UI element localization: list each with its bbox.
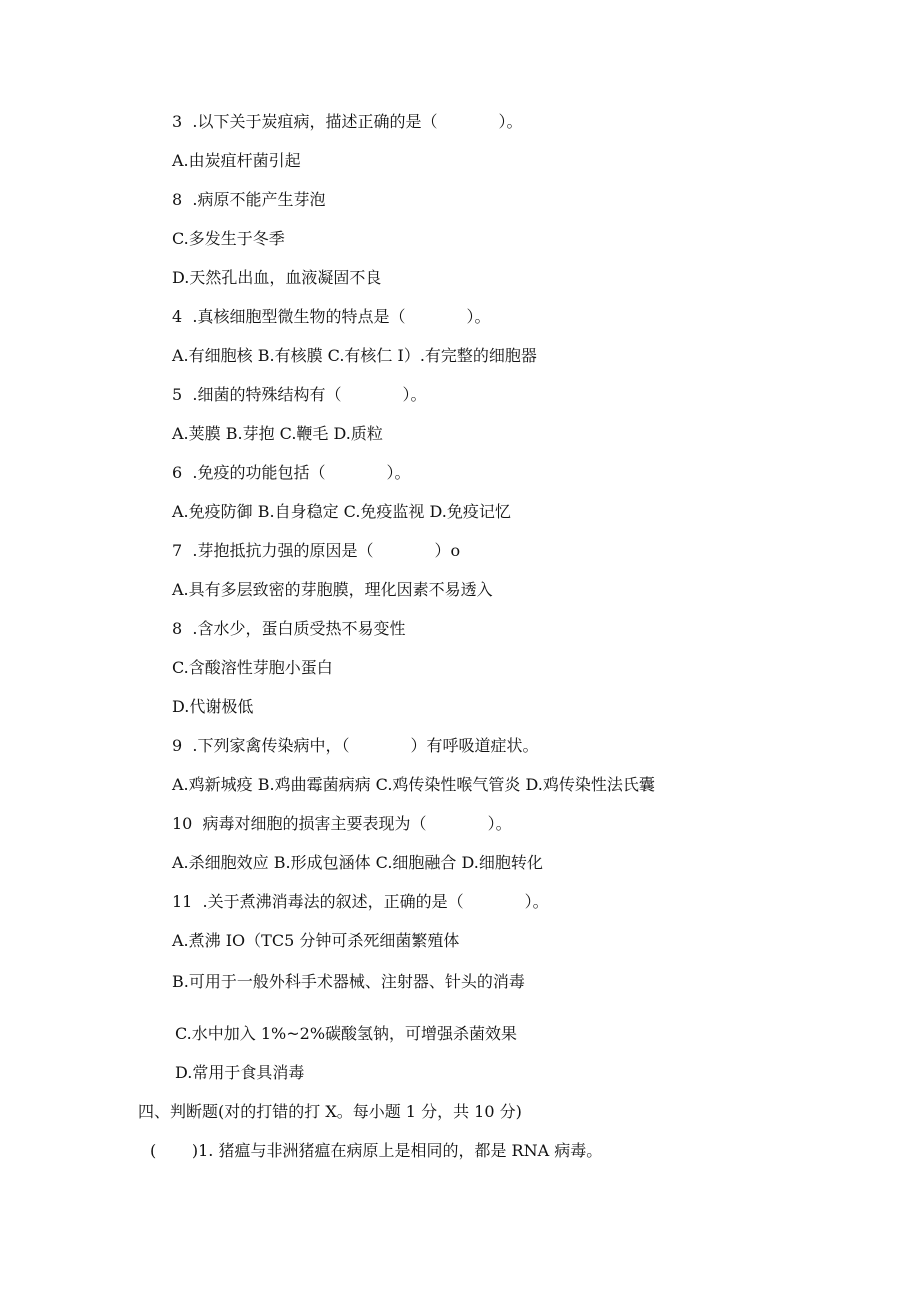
question-11-option-d: D.常用于食具消毒 <box>175 1063 305 1082</box>
question-3-option-c: C.多发生于冬季 <box>172 229 285 248</box>
question-3-option-b: 8 .病原不能产生芽泡 <box>172 190 326 209</box>
question-3: 3 .以下关于炭疽病，描述正确的是（ ）。 <box>172 112 523 131</box>
question-11-option-b: B.可用于一般外科手术器械、注射器、针头的消毒 <box>172 972 525 991</box>
question-5-options: A.荚膜 B.芽抱 C.鞭毛 D.质粒 <box>172 424 383 443</box>
question-11-option-c: C.水中加入 1%~2%碳酸氢钠，可增强杀菌效果 <box>175 1024 518 1043</box>
true-false-question-1: ( )1. 猪瘟与非洲猪瘟在病原上是相同的，都是 RNA 病毒。 <box>150 1141 603 1160</box>
question-7-option-a: A.具有多层致密的芽胞膜，理化因素不易透入 <box>172 580 493 599</box>
question-4-options: A.有细胞核 B.有核膜 C.有核仁 I）.有完整的细胞器 <box>172 346 537 365</box>
question-11: 11 .关于煮沸消毒法的叙述，正确的是（ ）。 <box>172 892 549 911</box>
question-7: 7 .芽抱抵抗力强的原因是（ ）o <box>172 541 461 560</box>
question-7-option-c: C.含酸溶性芽胞小蛋白 <box>172 658 333 677</box>
question-11-option-a: A.煮沸 IO（TC5 分钟可杀死细菌繁殖体 <box>172 931 460 950</box>
question-7-option-d: D.代谢极低 <box>172 697 254 716</box>
question-4: 4 .真核细胞型微生物的特点是（ ）。 <box>172 307 491 326</box>
question-6: 6 .免疫的功能包括（ ）。 <box>172 463 411 482</box>
question-5: 5 .细菌的特殊结构有（ ）。 <box>172 385 427 404</box>
section-heading-true-false: 四、判断题(对的打错的打 X。每小题 1 分，共 10 分) <box>138 1102 522 1121</box>
question-9: 9 .下列家禽传染病中，（ ）有呼吸道症状。 <box>172 736 539 755</box>
question-7-option-b: 8 .含水少，蛋白质受热不易变性 <box>172 619 406 638</box>
question-10: 10 病毒对细胞的损害主要表现为（ ）。 <box>172 814 512 833</box>
question-10-options: A.杀细胞效应 B.形成包涵体 C.细胞融合 D.细胞转化 <box>172 853 543 872</box>
question-3-option-d: D.天然孔出血，血液凝固不良 <box>172 268 382 287</box>
question-3-option-a: A.由炭疽杆菌引起 <box>172 151 301 170</box>
question-6-options: A.免疫防御 B.自身稳定 C.免疫监视 D.免疫记忆 <box>172 502 511 521</box>
question-9-options: A.鸡新城疫 B.鸡曲霉菌病病 C.鸡传染性喉气管炎 D.鸡传染性法氏囊 <box>172 775 655 794</box>
